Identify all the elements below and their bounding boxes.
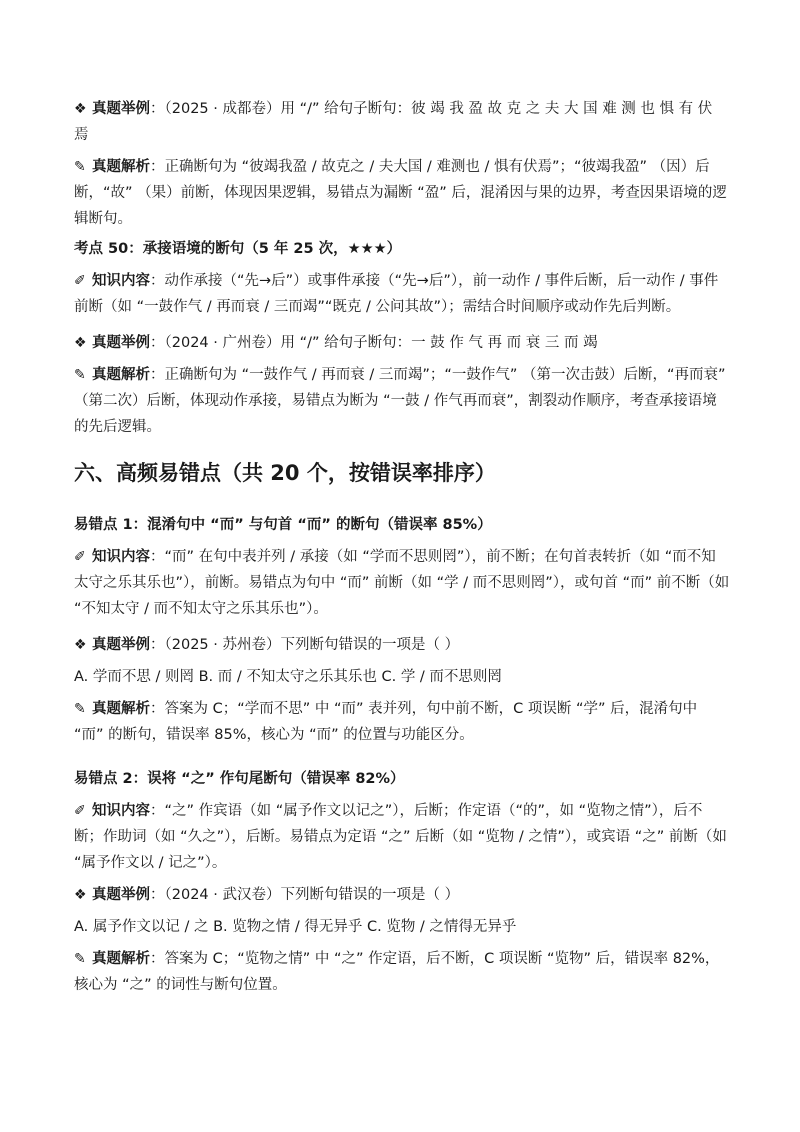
block-label: 知识内容	[92, 549, 150, 565]
block-label: 真题解析	[92, 951, 150, 967]
block-label: 知识内容	[92, 273, 150, 289]
block-label: 真题举例	[92, 637, 150, 653]
block-text: ：（2025 · 苏州卷）下列断句错误的一项是（ ）	[150, 637, 460, 653]
block-text: ：“而” 在句中表并列 / 承接（如 “学而不思则罔”），前不断；在句首表转折（如 “而不知太守之乐其乐也”），前断。易错点为句中 “而” 前断（如 “学 / 而不思则罔”），或句首 “而” 前不断（如 “不知太守 / 而不知太守之乐其乐也”）。	[74, 549, 730, 617]
block-label: 真题举例	[92, 887, 150, 903]
edit-pencil-icon: ✐	[74, 273, 86, 289]
point-heading: 考点 50：承接语境的断句（5 年 25 次，★★★）	[74, 241, 402, 257]
pencil-icon: ✎	[74, 701, 86, 717]
analysis-block	[74, 946, 730, 998]
block-text: ：答案为 C；“览物之情” 中 “之” 作定语，后不断，C 项误断 “览物” 后，错误率 82%，核心为 “之” 的词性与断句位置。	[74, 951, 720, 993]
diamond-icon: ❖	[74, 101, 87, 117]
example-block	[74, 330, 730, 356]
knowledge-block	[74, 268, 730, 320]
block-label: 真题解析	[92, 701, 150, 717]
section-title: 六、高频易错点（共 20 个，按错误率排序）	[74, 461, 496, 485]
block-label: 真题解析	[92, 367, 150, 383]
diamond-icon: ❖	[74, 887, 87, 903]
block-text: ：正确断句为 “彼竭我盈 / 故克之 / 夫大国 / 难测也 / 惧有伏焉”；“彼竭我盈” （因）后断，“故” （果）前断，体现因果逻辑，易错点为漏断 “盈” 后，混淆因与果的边界，考查因果语境的逻辑断句。	[74, 159, 727, 227]
pencil-icon: ✎	[74, 159, 86, 175]
knowledge-block	[74, 798, 730, 876]
knowledge-block	[74, 544, 730, 622]
block-text: ：（2024 · 广州卷）用 “/” 给句子断句：一 鼓 作 气 再 而 衰 三 而 竭	[150, 335, 598, 351]
error-point-heading: 易错点 2：误将 “之” 作句尾断句（错误率 82%）	[74, 771, 405, 787]
diamond-icon: ❖	[74, 335, 87, 351]
options-line: A. 学而不思 / 则罔 B. 而 / 不知太守之乐其乐也 C. 学 / 而不思则罔	[74, 669, 502, 685]
pencil-icon: ✎	[74, 367, 86, 383]
edit-pencil-icon: ✐	[74, 549, 86, 565]
analysis-block	[74, 362, 730, 440]
block-label: 真题举例	[92, 335, 150, 351]
example-block	[74, 882, 730, 908]
block-label: 知识内容	[92, 803, 150, 819]
block-label: 真题解析	[92, 159, 150, 175]
options-line: A. 属予作文以记 / 之 B. 览物之情 / 得无异乎 C. 览物 / 之情得无异乎	[74, 919, 517, 935]
example-block	[74, 96, 730, 148]
block-text: ：动作承接（“先→后”）或事件承接（“先→后”），前一动作 / 事件后断，后一动作 / 事件前断（如 “一鼓作气 / 再而衰 / 三而竭”“既克 / 公问其故”）；需结合时间顺序或动作先后判断。	[74, 273, 719, 315]
block-text: ：（2024 · 武汉卷）下列断句错误的一项是（ ）	[150, 887, 460, 903]
diamond-icon: ❖	[74, 637, 87, 653]
error-point-heading: 易错点 1：混淆句中 “而” 与句首 “而” 的断句（错误率 85%）	[74, 517, 492, 533]
analysis-block	[74, 154, 730, 232]
edit-pencil-icon: ✐	[74, 803, 86, 819]
pencil-icon: ✎	[74, 951, 86, 967]
block-text: ：答案为 C；“学而不思” 中 “而” 表并列，句中前不断，C 项误断 “学” 后，混淆句中 “而” 的断句，错误率 85%，核心为 “而” 的位置与功能区分。	[74, 701, 698, 743]
block-text: ：正确断句为 “一鼓作气 / 再而衰 / 三而竭”；“一鼓作气” （第一次击鼓）后断，“再而衰” （第二次）后断，体现动作承接，易错点为断为 “一鼓 / 作气再而衰”，割裂动作顺序，考查承接语境的先后逻辑。	[74, 367, 726, 435]
block-text: ：“之” 作宾语（如 “属予作文以记之”），后断；作定语（“的”，如 “览物之情”），后不断；作助词（如 “久之”），后断。易错点为定语 “之” 后断（如 “览物 / 之情”），或宾语 “之” 前断（如 “属予作文以 / 记之”）。	[74, 803, 727, 871]
analysis-block	[74, 696, 730, 748]
block-text: ：（2025 · 成都卷）用 “/” 给句子断句：彼 竭 我 盈 故 克 之 夫 大 国 难 测 也 惧 有 伏 焉	[74, 101, 713, 143]
example-block	[74, 632, 730, 658]
block-label: 真题举例	[92, 101, 150, 117]
